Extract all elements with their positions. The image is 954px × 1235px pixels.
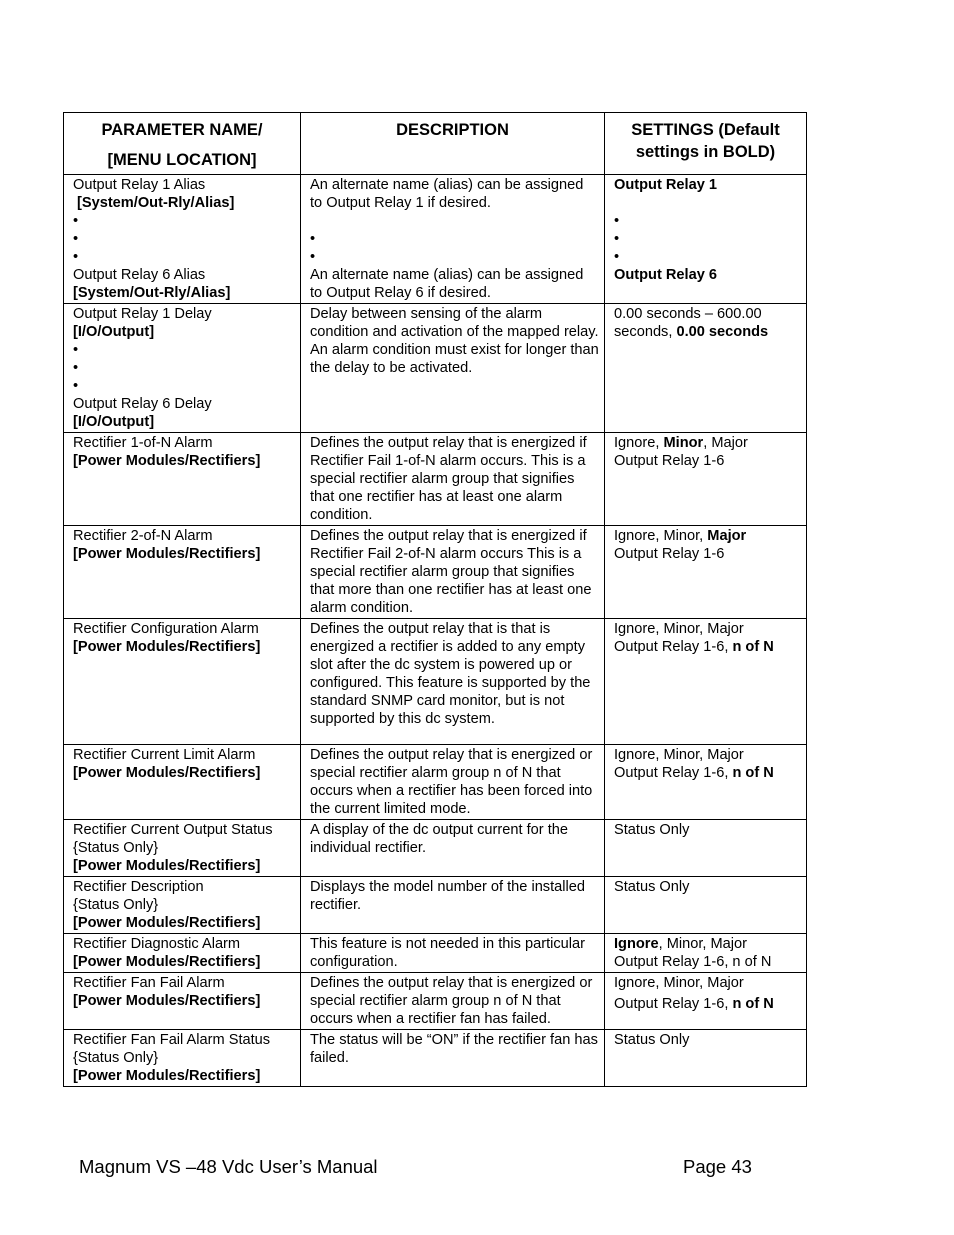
- parameter-cell: Rectifier Diagnostic Alarm [Power Modules/Rectifiers]: [64, 934, 301, 973]
- settings-cell: Ignore, Minor, Major Output Relay 1-6: [605, 433, 807, 526]
- description-cell: A display of the dc output current for the individual rectifier.: [301, 820, 605, 877]
- bullet-icon: •: [73, 249, 79, 265]
- table-row: [64, 175, 807, 304]
- header-parameter-name: PARAMETER NAME/ [MENU LOCATION]: [64, 113, 301, 175]
- bullet-icon: •: [614, 213, 620, 229]
- parameter-cell: Rectifier Description {Status Only} [Power Modules/Rectifiers]: [64, 877, 301, 934]
- table-row: [64, 973, 807, 1030]
- parameter-cell: Rectifier 2-of-N Alarm [Power Modules/Rectifiers]: [64, 526, 301, 619]
- footer-page-number: Page 43: [683, 1156, 752, 1177]
- parameter-cell: Output Relay 1 Alias [System/Out-Rly/Alias] • • • Output Relay 6 Alias [System/Out-Rly/Alias]: [64, 175, 301, 304]
- description-cell: Defines the output relay that is energized or special rectifier alarm group n of N that occurs when a rectifier fan has failed.: [301, 973, 605, 1030]
- description-cell: Defines the output relay that is energized if Rectifier Fail 2-of-N alarm occurs This is a special rectifier alarm group that signifies that more than one rectifier has at least one alarm condition.: [301, 526, 605, 619]
- parameter-table: [63, 112, 807, 1087]
- bullet-icon: •: [614, 231, 620, 247]
- bullet-icon: •: [73, 360, 79, 376]
- header-settings: SETTINGS (Default settings in BOLD): [605, 113, 807, 175]
- description-cell: An alternate name (alias) can be assigned to Output Relay 1 if desired. • • An alternate name (alias) can be assigned to Output Relay 6 if desired.: [301, 175, 605, 304]
- bullet-icon: •: [73, 213, 79, 229]
- bullet-icon: •: [310, 231, 316, 247]
- settings-cell: Status Only: [605, 1030, 807, 1087]
- parameter-cell: Rectifier Current Limit Alarm [Power Modules/Rectifiers]: [64, 745, 301, 820]
- settings-cell: Output Relay 1 • • • Output Relay 6: [605, 175, 807, 304]
- parameter-cell: Rectifier Configuration Alarm [Power Modules/Rectifiers]: [64, 619, 301, 745]
- table-row: [64, 526, 807, 619]
- settings-cell: Ignore, Minor, Major Output Relay 1-6, n of N: [605, 619, 807, 745]
- table-row: [64, 745, 807, 820]
- table-row: [64, 304, 807, 433]
- settings-cell: Ignore, Minor, Major Output Relay 1-6, n of N: [605, 934, 807, 973]
- bullet-icon: •: [73, 231, 79, 247]
- parameter-cell: Rectifier Current Output Status {Status Only} [Power Modules/Rectifiers]: [64, 820, 301, 877]
- table-row: [64, 934, 807, 973]
- settings-cell: Ignore, Minor, Major Output Relay 1-6, n of N: [605, 973, 807, 1030]
- description-cell: This feature is not needed in this particular configuration.: [301, 934, 605, 973]
- description-cell: Defines the output relay that is energized if Rectifier Fail 1-of-N alarm occurs. This is a special rectifier alarm group that signifies that one rectifier has at least one alarm condition.: [301, 433, 605, 526]
- settings-cell: Status Only: [605, 820, 807, 877]
- settings-cell: Ignore, Minor, Major Output Relay 1-6, n of N: [605, 745, 807, 820]
- bullet-icon: •: [73, 378, 79, 394]
- bullet-icon: •: [73, 342, 79, 358]
- description-cell: Delay between sensing of the alarm condition and activation of the mapped relay. An alarm condition must exist for longer than the delay to be activated.: [301, 304, 605, 433]
- table-row: [64, 1030, 807, 1087]
- footer-manual-title: Magnum VS –48 Vdc User’s Manual: [79, 1156, 378, 1177]
- bullet-icon: •: [310, 249, 316, 265]
- parameter-cell: Rectifier Fan Fail Alarm Status {Status Only} [Power Modules/Rectifiers]: [64, 1030, 301, 1087]
- settings-cell: Status Only: [605, 877, 807, 934]
- description-cell: The status will be “ON” if the rectifier fan has failed.: [301, 1030, 605, 1087]
- bullet-icon: •: [614, 249, 620, 265]
- parameter-cell: Rectifier 1-of-N Alarm [Power Modules/Rectifiers]: [64, 433, 301, 526]
- table-header-row: [64, 113, 807, 175]
- parameter-cell: Output Relay 1 Delay [I/O/Output] • • • Output Relay 6 Delay [I/O/Output]: [64, 304, 301, 433]
- table-row: [64, 820, 807, 877]
- settings-cell: Ignore, Minor, Major Output Relay 1-6: [605, 526, 807, 619]
- description-cell: Displays the model number of the installed rectifier.: [301, 877, 605, 934]
- parameter-cell: Rectifier Fan Fail Alarm [Power Modules/Rectifiers]: [64, 973, 301, 1030]
- description-cell: Defines the output relay that is that is energized a rectifier is added to any empty slot after the dc system is powered up or configured. This feature is supported by the standard SNMP card monitor, but is not supported by this dc system.: [301, 619, 605, 745]
- table-row: [64, 877, 807, 934]
- table-row: [64, 619, 807, 745]
- header-description: DESCRIPTION: [301, 113, 605, 175]
- table-row: [64, 433, 807, 526]
- settings-cell: 0.00 seconds – 600.00 seconds, 0.00 seconds: [605, 304, 807, 433]
- description-cell: Defines the output relay that is energized or special rectifier alarm group n of N that occurs when a rectifier has been forced into the current limited mode.: [301, 745, 605, 820]
